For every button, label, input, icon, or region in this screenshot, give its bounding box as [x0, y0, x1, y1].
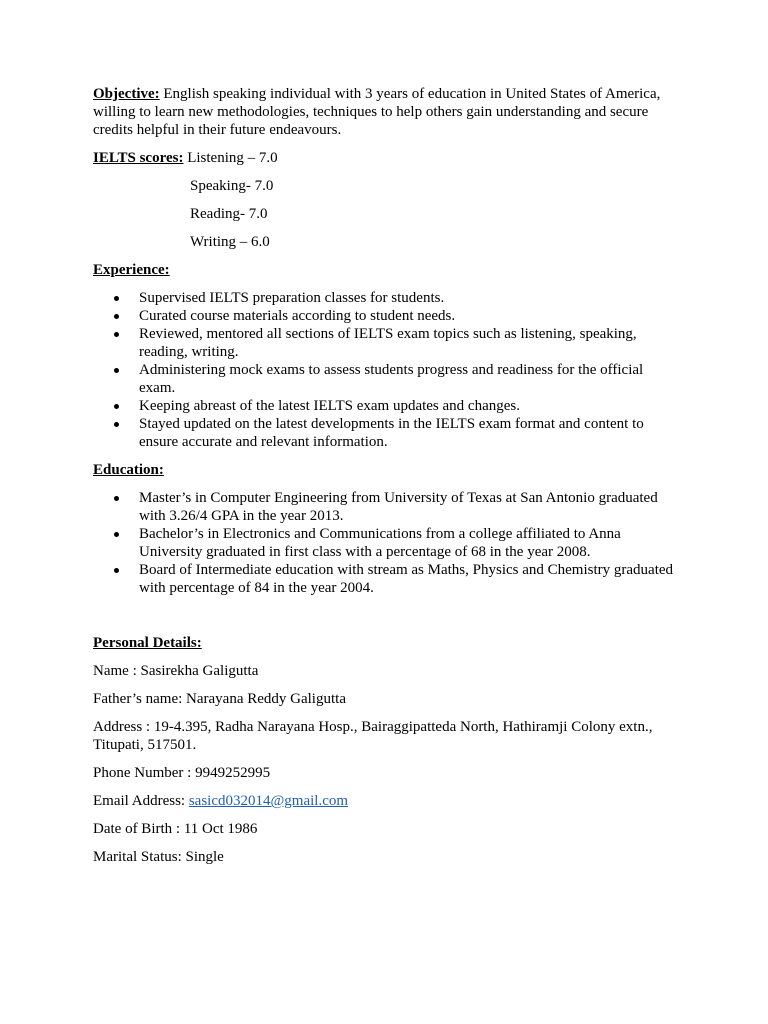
experience-item-text: Supervised IELTS preparation classes for students.	[139, 290, 445, 306]
bullet-icon	[114, 568, 119, 573]
experience-section-heading	[93, 261, 683, 279]
objective-heading: Objective:	[93, 86, 160, 102]
experience-item-text: Keeping abreast of the latest IELTS exam updates and changes.	[139, 398, 520, 414]
personal-marital-status: Marital Status: Single	[93, 849, 224, 865]
experience-list	[93, 289, 683, 451]
education-list	[93, 489, 683, 597]
bullet-icon	[114, 422, 119, 427]
personal-email-row	[93, 792, 683, 810]
section-spacer	[93, 607, 683, 634]
education-item-text: Bachelor’s in Electronics and Communications from a college affiliated to Anna University graduated in first class with a percentage of 68 in the year 2008.	[139, 526, 621, 560]
personal-section-heading	[93, 634, 683, 652]
list-item	[93, 289, 683, 307]
ielts-score-reading: Reading- 7.0	[190, 206, 268, 222]
list-item	[93, 307, 683, 325]
list-item	[93, 397, 683, 415]
education-heading: Education:	[93, 462, 164, 478]
email-link[interactable]: sasicd032014@gmail.com	[188, 793, 349, 809]
objective-text: English speaking individual with 3 years of education in United States of America, willing to learn new methodologies, techniques to help others gain understanding and secure credits helpful in their future endeavours.	[93, 86, 661, 138]
ielts-score-speaking: Speaking- 7.0	[190, 178, 274, 194]
list-item	[93, 325, 683, 361]
education-item-text: Master’s in Computer Engineering from University of Texas at San Antonio graduated with 3.26/4 GPA in the year 2013.	[139, 490, 658, 524]
experience-heading: Experience:	[93, 262, 170, 278]
objective-paragraph	[93, 85, 683, 139]
list-item	[93, 525, 683, 561]
personal-father-name: Father’s name: Narayana Reddy Galigutta	[93, 691, 346, 707]
education-section-heading	[93, 461, 683, 479]
ielts-score-writing: Writing – 6.0	[190, 234, 270, 250]
list-item	[93, 415, 683, 451]
personal-phone: Phone Number : 9949252995	[93, 765, 271, 781]
personal-address: Address : 19-4.395, Radha Narayana Hosp., Bairaggipatteda North, Hathiramji Colony extn., Titupati, 517501.	[93, 719, 653, 753]
personal-heading: Personal Details:	[93, 635, 202, 651]
resume-document	[93, 85, 683, 876]
bullet-icon	[114, 496, 119, 501]
experience-item-text: Curated course materials according to student needs.	[139, 308, 456, 324]
ielts-heading: IELTS scores:	[93, 150, 184, 166]
bullet-icon	[114, 368, 119, 373]
email-label: Email Address:	[93, 793, 189, 809]
bullet-icon	[114, 404, 119, 409]
experience-item-text: Stayed updated on the latest developments in the IELTS exam format and content to ensure accurate and relevant information.	[139, 416, 644, 450]
ielts-score-listening: Listening – 7.0	[183, 150, 278, 166]
education-item-text: Board of Intermediate education with stream as Maths, Physics and Chemistry graduated with percentage of 84 in the year 2004.	[139, 562, 674, 596]
list-item	[93, 361, 683, 397]
experience-item-text: Reviewed, mentored all sections of IELTS exam topics such as listening, speaking, reading, writing.	[139, 326, 637, 360]
personal-name: Name : Sasirekha Galigutta	[93, 663, 259, 679]
list-item	[93, 561, 683, 597]
bullet-icon	[114, 296, 119, 301]
list-item	[93, 489, 683, 525]
experience-item-text: Administering mock exams to assess students progress and readiness for the official exam.	[139, 362, 644, 396]
ielts-listening-row	[93, 149, 683, 167]
personal-dob: Date of Birth : 11 Oct 1986	[93, 821, 258, 837]
bullet-icon	[114, 332, 119, 337]
bullet-icon	[114, 314, 119, 319]
bullet-icon	[114, 532, 119, 537]
